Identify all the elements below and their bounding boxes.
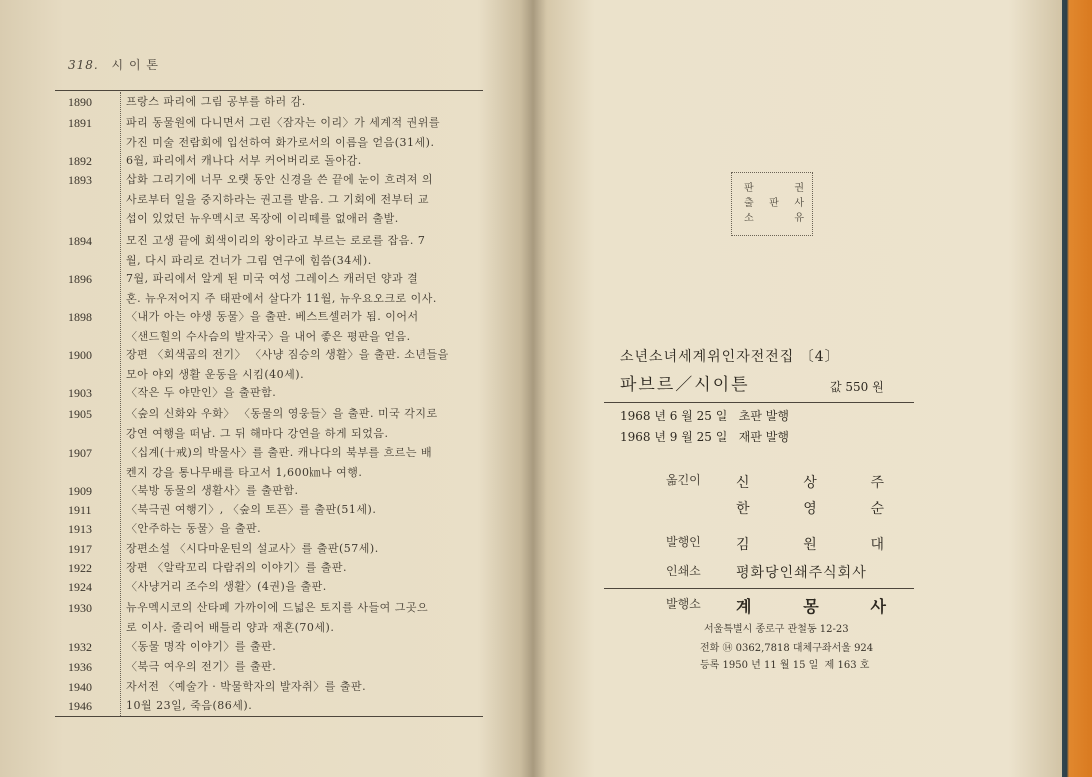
colophon-rule-bottom [604,588,914,589]
colophon-rule-top [604,402,914,403]
entry-text: 뉴우멕시코의 산타페 가까이에 드넓은 토지를 사들여 그곳으 로 이사. 줄리어 배틀리 양과 재혼(70세). [126,601,429,634]
entry-year: 1911 [68,503,92,517]
entry-year: 1905 [68,407,92,421]
entry-year: 1891 [68,116,92,130]
entry-year: 1940 [68,680,92,694]
publisher-registration: 등록 1950 년 11 월 15 일 제 163 호 [700,660,870,671]
issuer-name [736,534,884,554]
entry-text: 〈십계(十戒)의 박물사〉를 출판. 캐나다의 북부를 흐르는 배 켄지 강을 통나무배를 타고서 1,600㎞나 여행. [126,446,433,479]
entry-year: 1900 [68,348,92,362]
entry-text: 6월, 파리에서 캐나다 서부 커어버리로 돌아감. [126,154,362,167]
series-title: 소년소녀세계위인자전전집 〔4〕 [620,349,840,365]
name-char: 사 [870,597,886,616]
entry-year: 1890 [68,95,92,109]
bottom-rule [55,716,483,717]
translator-name-1 [736,472,884,492]
stamp-char: 소 [744,213,754,224]
stamp-row [744,181,804,196]
entry-text: 장편소설 〈시다마운틴의 설교사〉를 출판(57세). [126,542,379,555]
entry-year: 1922 [68,561,92,575]
name-char: 계 [736,597,752,616]
entry-text: 〈사냥거리 조수의 생활〉(4권)을 출판. [126,580,327,593]
copyright-stamp-text [744,181,804,226]
entry-year: 1946 [68,699,92,713]
entry-year: 1932 [68,640,92,654]
name-char: 김 [736,537,750,553]
name-char: 영 [803,501,817,517]
printer-name: 평화당인쇄주식회사 [736,565,867,581]
left-page [0,0,522,777]
entry-year: 1903 [68,386,92,400]
name-char: 순 [870,501,884,517]
entry-year: 1924 [68,580,92,594]
entry-text: 삽화 그리기에 너무 오랫 동안 신경을 쓴 끝에 눈이 흐려져 의 사로부터 일을 중지하라는 권고를 받음. 그 기회에 전부터 교 섭이 있었던 뉴우멕시코 목장에 이리떼를 없애러 출발. [126,173,433,225]
entry-text: 〈안주하는 동물〉을 출판. [126,522,262,535]
publisher-name [736,594,886,617]
translators-label: 옮긴이 [666,473,701,487]
publisher-address: 서울특별시 종로구 관철동 12-23 [704,624,849,635]
entry-year: 1909 [68,484,92,498]
page-number: 318. [68,58,99,72]
entry-year: 1930 [68,601,92,615]
entry-year: 1892 [68,154,92,168]
name-char: 한 [736,501,750,517]
entry-year: 1913 [68,522,92,536]
entry-year: 1893 [68,173,92,187]
entry-year: 1936 [68,660,92,674]
entry-text: 〈북방 동물의 생활사〉를 출판함. [126,484,299,497]
entry-text: 모진 고생 끝에 회색이리의 왕이라고 부르는 로로를 잡음. 7 월, 다시 파리로 건너가 그림 연구에 힘씀(34세). [126,234,426,267]
stamp-row [744,196,804,211]
stamp-char: 판 [744,183,754,194]
price: 값 550 원 [830,380,884,394]
entry-text: 자서전 〈예술가 · 박물학자의 발자취〉를 출판. [126,680,367,693]
publisher-phone: 전화 ⑭ 0362,7818 대체구좌서울 924 [700,643,874,654]
name-char: 대 [870,537,884,553]
entry-year: 1894 [68,234,92,248]
entry-year: 1898 [68,310,92,324]
name-char: 신 [736,475,750,491]
entry-text: 〈작은 두 야만인〉을 출판함. [126,386,277,399]
entry-year: 1896 [68,272,92,286]
publication-history [620,406,789,448]
stamp-char: 사 [794,198,804,209]
entry-text: 파리 동물원에 다니면서 그린〈잠자는 이리〉가 세계적 권위를 가진 미술 전람회에 입선하여 화가로서의 이름을 얻음(31세). [126,116,441,149]
name-char: 상 [803,475,817,491]
entry-text: 〈북극 여우의 전기〉를 출판. [126,660,277,673]
entry-text: 프랑스 파리에 그림 공부를 하러 감. [126,95,306,108]
entry-text: 10월 23일, 죽음(86세). [126,699,253,712]
name-char: 몽 [803,597,819,616]
name-char: 주 [870,475,884,491]
entry-text: 장편 〈회색곰의 전기〉 〈사냥 짐승의 생활〉을 출판. 소년들을 모아 야외 생활 운동을 시킴(40세). [126,348,449,381]
name-char: 원 [803,537,817,553]
stamp-char: 유 [794,213,804,224]
entry-text: 〈북극권 여행기〉, 〈숲의 토픈〉를 출판(51세). [126,503,377,516]
top-rule [55,90,483,91]
entry-text: 장편 〈알락꼬리 다람쥐의 이야기〉를 출판. [126,561,347,574]
printer-label: 인쇄소 [666,564,701,578]
stamp-char: 권 [794,183,804,194]
publisher-label: 발행소 [666,597,701,611]
right-page [528,0,1062,777]
entry-year: 1917 [68,542,92,556]
entry-text: 〈내가 아는 야생 동물〉을 출판. 베스트셀러가 됨. 이어서 〈샌드힐의 수사슴의 발자국〉을 내어 좋은 평판을 얻음. [126,310,419,343]
entry-year: 1907 [68,446,92,460]
column-divider [120,92,121,716]
entry-text: 〈숲의 신화와 우화〉 〈동물의 영웅들〉을 출판. 미국 각지로 강연 여행을 떠남. 그 뒤 해마다 강연을 하게 되었음. [126,407,438,440]
entry-text: 7월, 파리에서 알게 된 미국 여성 그레이스 캐러던 양과 결 혼. 뉴우저어지 주 태판에서 살다가 11월, 뉴우요오크로 이사. [126,272,437,305]
stamp-row [744,211,804,226]
book-title: 파브르／시이튼 [620,375,750,395]
first-edition-line: 1968 년 6 월 25 일 초판 발행 [620,409,789,423]
issuer-label: 발행인 [666,535,701,549]
running-head [68,56,159,73]
entry-text: 〈동물 명작 이야기〉를 출판. [126,640,277,653]
translator-name-2 [736,498,884,518]
running-title: 시 이 톤 [111,58,159,72]
stamp-char: 출 [744,198,754,209]
second-edition-line: 1968 년 9 월 25 일 재판 발행 [620,430,789,444]
stamp-char: 판 [769,198,779,209]
copyright-stamp-box [731,172,813,236]
